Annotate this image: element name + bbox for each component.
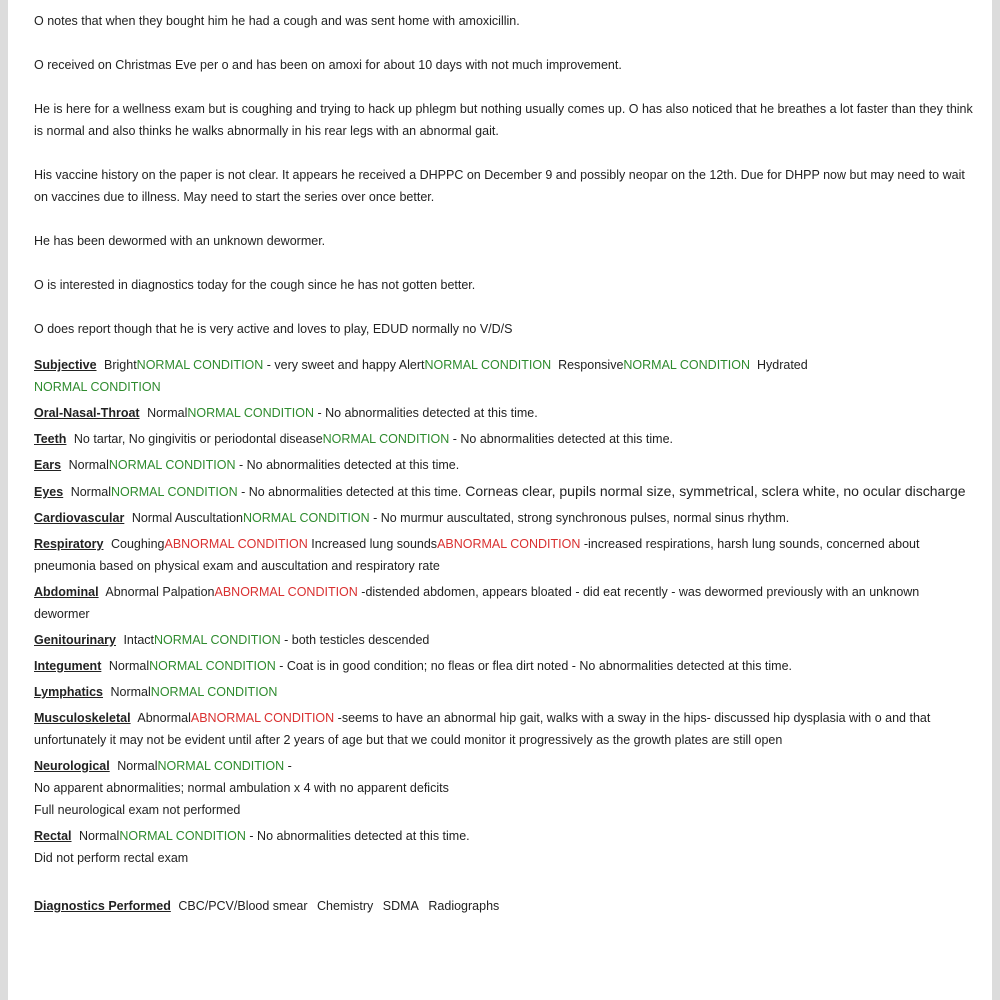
exam-subjective	[34, 354, 974, 398]
note: Corneas clear, pupils normal size, symmetrical, sclera white, no ocular discharge	[461, 483, 966, 499]
finding: No tartar, No gingivitis or periodontal disease	[73, 432, 323, 446]
normal-condition: NORMAL CONDITION	[136, 358, 264, 372]
finding: Normal Auscultation	[131, 511, 243, 525]
normal-condition: NORMAL CONDITION	[322, 432, 450, 446]
finding: Abnormal Palpation	[105, 585, 215, 599]
normal-condition: NORMAL CONDITION	[623, 358, 751, 372]
section-title: Oral-Nasal-Throat	[34, 406, 140, 420]
diagnostic-item: CBC/PCV/Blood smear	[178, 899, 308, 913]
note: - Coat is in good condition; no fleas or flea dirt noted - No abnormalities detected at this time.	[275, 659, 793, 673]
note: -seems to have an abnormal hip gait, walks with a sway in the hips- discussed hip dysplasia with o and that unfortunately it may not be evident until after 2 years of age but that we could monitor it progressively as the growth plates are still open	[34, 711, 931, 747]
section-title: Subjective	[34, 358, 97, 372]
note: Full neurological exam not performed	[34, 803, 241, 817]
normal-condition: NORMAL CONDITION	[34, 380, 161, 394]
note: -increased respirations, harsh lung sounds, concerned about pneumonia based on physical exam and auscultation and respiratory rate	[34, 537, 920, 573]
exam-genitourinary	[34, 629, 974, 651]
note: No apparent abnormalities; normal ambulation x 4 with no apparent deficits	[34, 781, 449, 795]
medical-record	[34, 10, 974, 921]
exam-rectal	[34, 825, 974, 869]
normal-condition: NORMAL CONDITION	[154, 633, 281, 647]
exam-eyes	[34, 480, 974, 503]
finding: Normal	[117, 759, 158, 773]
history-paragraph: O is interested in diagnostics today for the cough since he has not gotten better.	[34, 278, 476, 292]
abnormal-condition: ABNORMAL CONDITION	[190, 711, 335, 725]
finding: Responsive	[558, 358, 624, 372]
note: - No abnormalities detected at this time.	[449, 432, 673, 446]
section-title: Diagnostics Performed	[34, 899, 171, 913]
normal-condition: NORMAL CONDITION	[424, 358, 552, 372]
section-title: Rectal	[34, 829, 72, 843]
note: - No murmur auscultated, strong synchronous pulses, normal sinus rhythm.	[369, 511, 790, 525]
exam-musculoskeletal	[34, 707, 974, 751]
exam-respiratory	[34, 533, 974, 577]
section-title: Cardiovascular	[34, 511, 125, 525]
section-title: Eyes	[34, 485, 64, 499]
section-title: Neurological	[34, 759, 110, 773]
section-title: Ears	[34, 458, 62, 472]
history-paragraph: O does report though that he is very active and loves to play, EDUD normally no V/D/S	[34, 322, 513, 336]
finding: Coughing	[110, 537, 165, 551]
section-title: Abdominal	[34, 585, 99, 599]
exam-cardiovascular	[34, 507, 974, 529]
section-title: Respiratory	[34, 537, 104, 551]
section-title: Musculoskeletal	[34, 711, 131, 725]
note: - both testicles descended	[280, 633, 430, 647]
note: Did not perform rectal exam	[34, 851, 189, 865]
diagnostics-performed	[34, 895, 974, 917]
normal-condition: NORMAL CONDITION	[242, 511, 370, 525]
normal-condition: NORMAL CONDITION	[149, 659, 276, 673]
note: - No abnormalities detected at this time.	[237, 485, 462, 499]
abnormal-condition: ABNORMAL CONDITION	[214, 585, 358, 599]
finding: Normal	[68, 458, 109, 472]
abnormal-condition: ABNORMAL CONDITION	[437, 537, 581, 551]
section-title: Teeth	[34, 432, 67, 446]
normal-condition: NORMAL CONDITION	[157, 759, 285, 773]
finding: Alert	[398, 358, 425, 372]
note: -distended abdomen, appears bloated - did eat recently - was dewormed previously with an unknown dewormer	[34, 585, 920, 621]
section-title: Integument	[34, 659, 102, 673]
finding: Normal	[147, 406, 188, 420]
normal-condition: NORMAL CONDITION	[119, 829, 246, 843]
exam-teeth	[34, 428, 974, 450]
normal-condition: NORMAL CONDITION	[110, 485, 238, 499]
note: - No abnormalities detected at this time.	[235, 458, 460, 472]
finding: Normal	[110, 685, 151, 699]
diagnostic-item: SDMA	[382, 899, 419, 913]
document-page	[8, 0, 992, 1000]
history-paragraph: He is here for a wellness exam but is coughing and trying to hack up phlegm but nothing usually comes up. O has also noticed that he breathes a lot faster than they think is normal and also thinks he walks abnormally in his rear legs with an abnormal gait.	[34, 102, 973, 138]
exam-lymphatics	[34, 681, 974, 703]
history-paragraph: His vaccine history on the paper is not clear. It appears he received a DHPPC on December 9 and possibly neopar on the 12th. Due for DHPP now but may need to wait on vaccines due to illness. May need to start the series over once better.	[34, 168, 965, 204]
finding: Normal	[79, 829, 120, 843]
normal-condition: NORMAL CONDITION	[150, 685, 278, 699]
diagnostic-item: Radiographs	[428, 899, 500, 913]
finding: Normal	[70, 485, 111, 499]
abnormal-condition: ABNORMAL CONDITION	[164, 537, 308, 551]
finding: Hydrated	[756, 358, 808, 372]
note: - very sweet and happy	[263, 358, 399, 372]
note: - No abnormalities detected at this time.	[245, 829, 470, 843]
exam-integument	[34, 655, 974, 677]
normal-condition: NORMAL CONDITION	[187, 406, 314, 420]
finding: Increased lung sounds	[307, 537, 438, 551]
history-paragraph: He has been dewormed with an unknown dewormer.	[34, 234, 326, 248]
section-title: Genitourinary	[34, 633, 116, 647]
exam-ears	[34, 454, 974, 476]
note: -	[284, 759, 292, 773]
note: - No abnormalities detected at this time.	[314, 406, 538, 420]
history-paragraph: O received on Christmas Eve per o and has been on amoxi for about 10 days with not much improvement.	[34, 58, 622, 72]
finding: Abnormal	[137, 711, 191, 725]
exam-abdominal	[34, 581, 974, 625]
normal-condition: NORMAL CONDITION	[108, 458, 236, 472]
history-paragraph: O notes that when they bought him he had a cough and was sent home with amoxicillin.	[34, 14, 520, 28]
section-title: Lymphatics	[34, 685, 104, 699]
finding: Bright	[104, 358, 137, 372]
exam-oral-nasal-throat	[34, 402, 974, 424]
finding: Intact	[123, 633, 155, 647]
finding: Normal	[108, 659, 150, 673]
exam-neurological	[34, 755, 974, 821]
diagnostic-item: Chemistry	[317, 899, 374, 913]
